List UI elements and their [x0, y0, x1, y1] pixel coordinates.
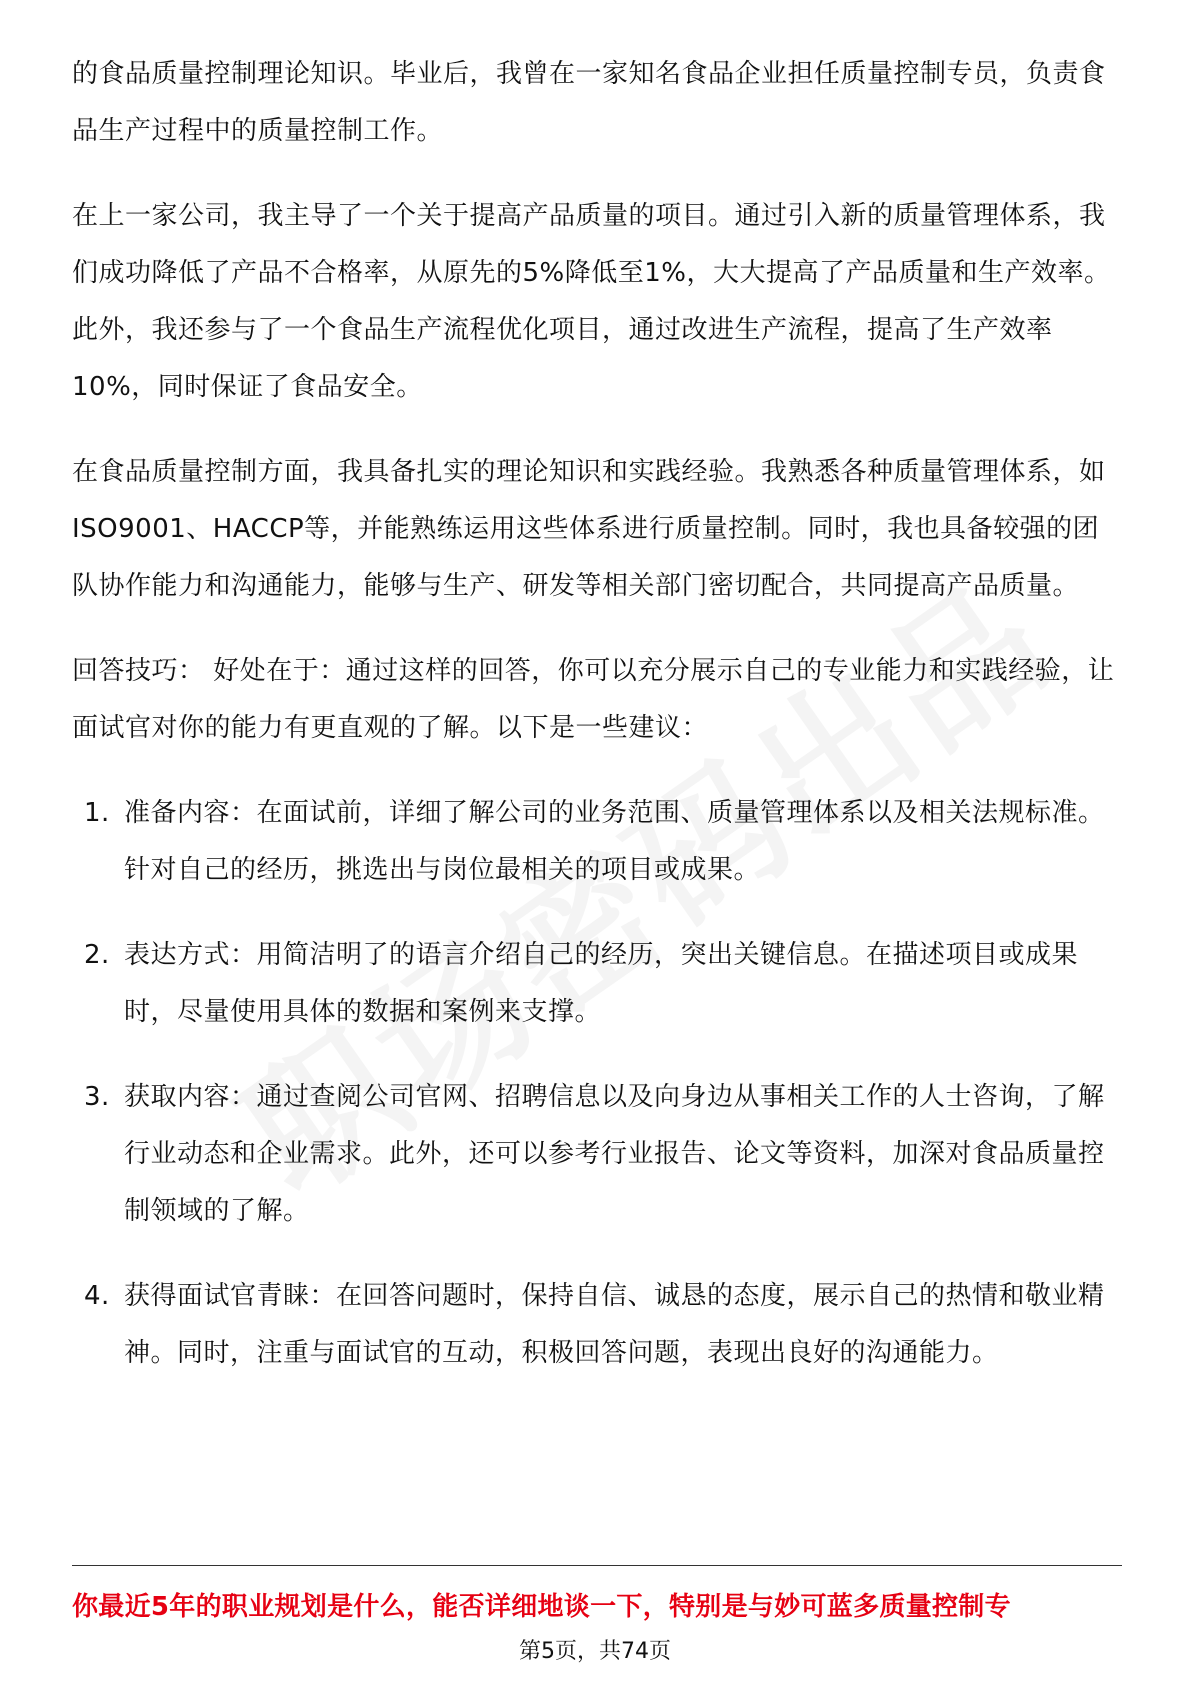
- footer-divider: [72, 1565, 1122, 1566]
- list-item: [72, 1268, 1122, 1382]
- tips-list: [72, 785, 1122, 1382]
- next-question-heading: 你最近5年的职业规划是什么，能否详细地谈一下，特别是与妙可蓝多质量控制专: [72, 1592, 1011, 1622]
- list-item-text: 获取内容：通过查阅公司官网、招聘信息以及向身边从事相关工作的人士咨询，了解行业动态和企业需求。此外，还可以参考行业报告、论文等资料，加深对食品质量控制领域的了解。: [124, 1082, 1105, 1226]
- list-item-text: 准备内容：在面试前，详细了解公司的业务范围、质量管理体系以及相关法规标准。针对自己的经历，挑选出与岗位最相关的项目或成果。: [124, 798, 1105, 885]
- list-item-text: 表达方式：用简洁明了的语言介绍自己的经历，突出关键信息。在描述项目或成果时，尽量使用具体的数据和案例来支撑。: [124, 940, 1079, 1027]
- paragraph-answer-tips-intro: 回答技巧： 好处在于：通过这样的回答，你可以充分展示自己的专业能力和实践经验，让面试官对你的能力有更直观的了解。以下是一些建议：: [72, 656, 1115, 743]
- document-body: [72, 46, 1122, 1410]
- list-item: [72, 785, 1122, 899]
- paragraph-education-summary: 的食品质量控制理论知识。毕业后，我曾在一家知名食品企业担任质量控制专员，负责食品生产过程中的质量控制工作。: [72, 59, 1106, 146]
- list-item-text: 获得面试官青睐：在回答问题时，保持自信、诚恳的态度，展示自己的热情和敬业精神。同时，注重与面试官的互动，积极回答问题，表现出良好的沟通能力。: [124, 1281, 1105, 1368]
- list-item: [72, 1069, 1122, 1240]
- paragraph-skills: 在食品质量控制方面，我具备扎实的理论知识和实践经验。我熟悉各种质量管理体系，如ISO9001、HACCP等，并能熟练运用这些体系进行质量控制。同时，我也具备较强的团队协作能力和沟通能力，能够与生产、研发等相关部门密切配合，共同提高产品质量。: [72, 457, 1106, 601]
- list-item: [72, 927, 1122, 1041]
- list-item-number: 4.: [84, 1281, 110, 1311]
- list-item-number: 3.: [84, 1082, 110, 1112]
- paragraph-project-experience: 在上一家公司，我主导了一个关于提高产品质量的项目。通过引入新的质量管理体系，我们成功降低了产品不合格率，从原先的5%降低至1%，大大提高了产品质量和生产效率。此外，我还参与了一个食品生产流程优化项目，通过改进生产流程，提高了生产效率10%，同时保证了食品安全。: [72, 201, 1111, 402]
- list-item-number: 1.: [84, 798, 110, 828]
- list-item-number: 2.: [84, 940, 110, 970]
- page-number: 第5页，共74页: [519, 1639, 671, 1664]
